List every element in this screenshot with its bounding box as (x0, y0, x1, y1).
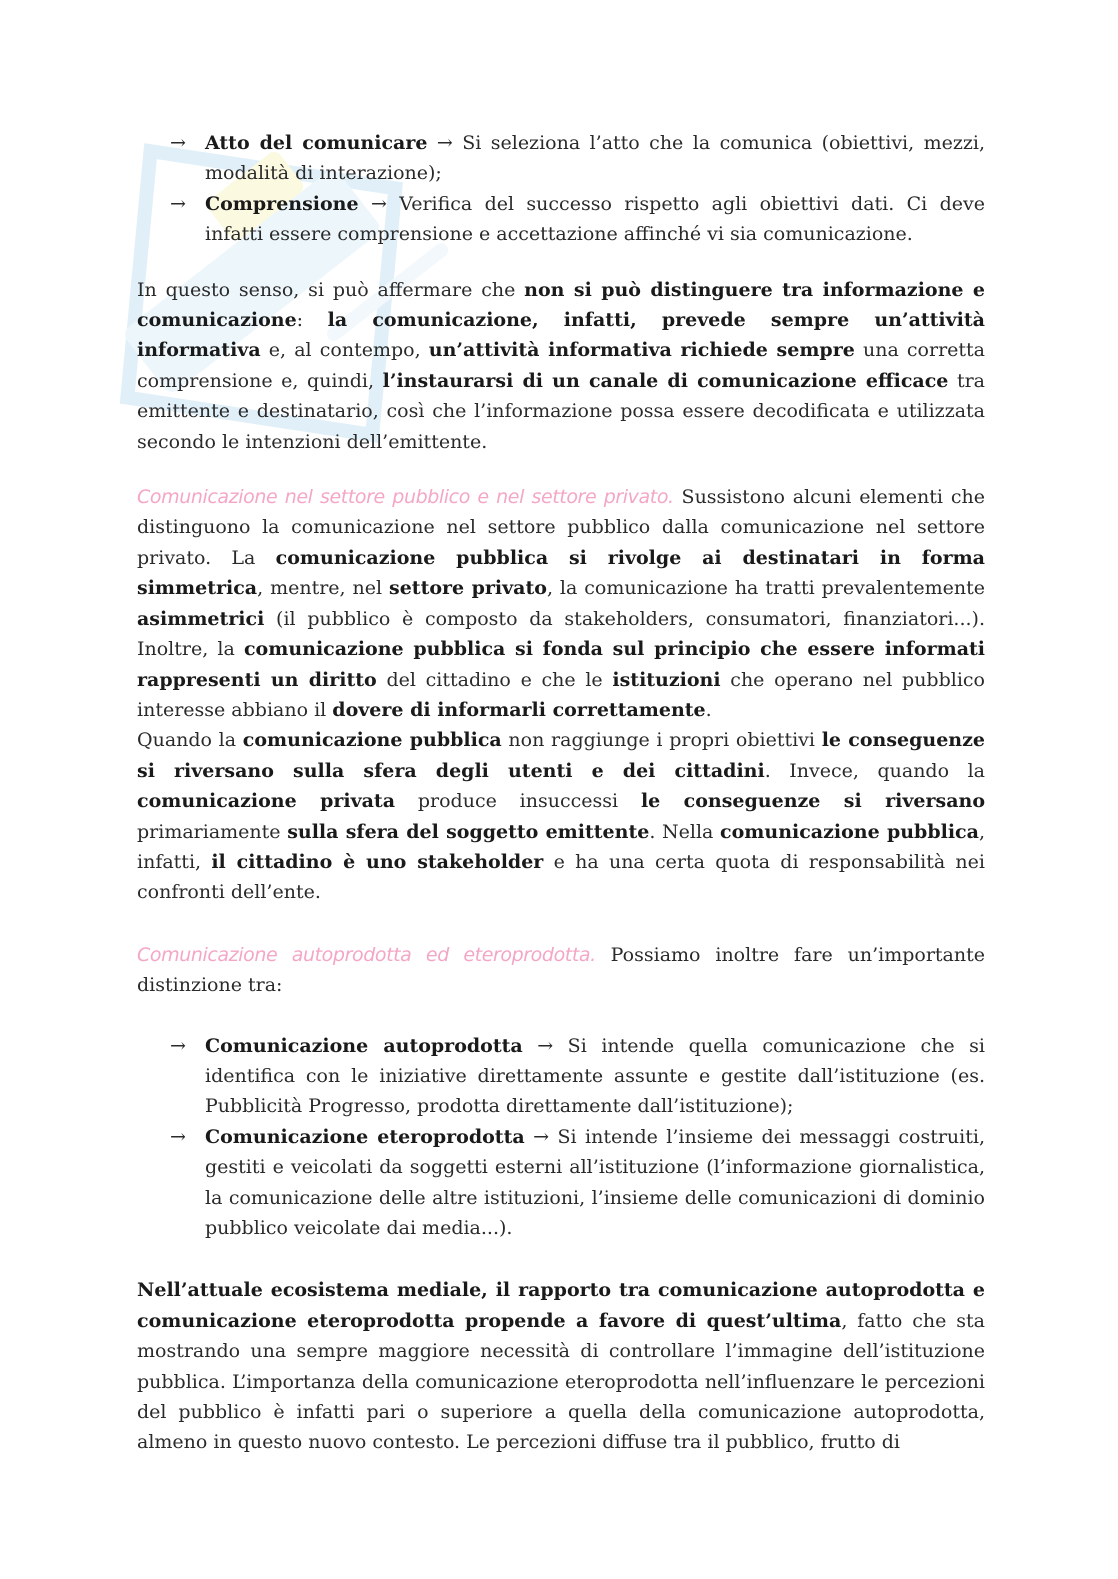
term: Comunicazione eteroprodotta (205, 1125, 525, 1148)
list-communication-types (137, 1031, 985, 1244)
list-item-atto-comunicare: → Atto del comunicare → Si seleziona l’atto che la comunica (obiettivi, mezzi, modalità di interazione); (137, 128, 985, 189)
term: Comunicazione autoprodotta (205, 1034, 523, 1057)
list-item-comprensione: → Comprensione → Verifica del successo rispetto agli obiettivi dati. Ci deve infatti essere comprensione e accettazione affinché vi sia comunicazione. (137, 189, 985, 250)
section-heading-auto-etero: Comunicazione autoprodotta ed eteroprodotta. (137, 943, 596, 966)
arrow-bullet: → (170, 132, 186, 154)
list-item-eteroprodotta: → Comunicazione eteroprodotta → Si intende l’insieme dei messaggi costruiti, gestiti e veicolati da soggetti esterni all’istituzione (l’informazione giornalistica, la comunicazione delle altre istituzioni, l’insieme delle comunicazioni di dominio pubblico veicolate dai media...). (137, 1122, 985, 1244)
arrow-bullet: → (170, 1034, 186, 1057)
section-heading-public-private: Comunicazione nel settore pubblico e nel settore privato. (137, 486, 674, 509)
term: Comprensione (205, 192, 359, 215)
paragraph-consequences: Quando la comunicazione pubblica non raggiunge i propri obiettivi le conseguenze si riversano sulla sfera degli utenti e dei cittadini. Invece, quando la comunicazione privata produce insuccessi le conseguenze si riversano primariamente sulla sfera del soggetto emittente. Nella comunicazione pubblica, infatti, il cittadino è uno stakeholder e ha una certa quota di responsabilità nei confronti dell’ente. (137, 729, 985, 904)
arrow-bullet: → (170, 1125, 186, 1148)
paragraph-auto-etero: Comunicazione autoprodotta ed eteroprodotta. Possiamo inoltre fare un’importante distinzione tra: (137, 943, 985, 997)
term: Atto del comunicare (205, 132, 428, 154)
paragraph-public-private: Comunicazione nel settore pubblico e nel settore privato. Sussistono alcuni elementi che distinguono la comunicazione nel settore pubblico dalla comunicazione nel settore privato. La comunicazione pubblica si rivolge ai destinatari in forma simmetrica, mentre, nel settore privato, la comunicazione ha tratti prevalentemente asimmetrici (il pubblico è composto da stakeholders, consumatori, finanziatori...). Inoltre, la comunicazione pubblica si fonda sul principio che essere informati rappresenti un diritto del cittadino e che le istituzioni che operano nel pubblico interesse abbiano il dovere di informarli correttamente. (137, 486, 986, 721)
arrow-bullet: → (170, 192, 186, 215)
paragraph-media-ecosystem: Nell’attuale ecosistema mediale, il rapporto tra comunicazione autoprodotta e comunicazione eteroprodotta propende a favore di quest’ultima, fatto che sta mostrando una sempre maggiore necessità di controllare l’immagine dell’istituzione pubblica. L’importanza della comunicazione eteroprodotta nell’influenzare le percezioni del pubblico è infatti pari o superiore a quella della comunicazione autoprodotta, almeno in questo nuovo contesto. Le percezioni diffuse tra il pubblico, frutto di (137, 1279, 985, 1454)
paragraph-information-communication: In questo senso, si può affermare che non si può distinguere tra informazione e comunicazione: la comunicazione, infatti, prevede sempre un’attività informativa e, al contempo, un’attività informativa richiede sempre una corretta comprensione e, quindi, l’instaurarsi di un canale di comunicazione efficace tra emittente e destinatario, così che l’informazione possa essere decodificata e utilizzata secondo le intenzioni dell’emittente. (137, 278, 986, 453)
document-page (137, 128, 985, 1458)
list-communication-phases (137, 128, 985, 250)
list-item-autoprodotta: → Comunicazione autoprodotta → Si intende quella comunicazione che si identifica con le iniziative direttamente assunte e gestite dall’istituzione (es. Pubblicità Progresso, prodotta direttamente dall’istituzione); (137, 1031, 985, 1122)
